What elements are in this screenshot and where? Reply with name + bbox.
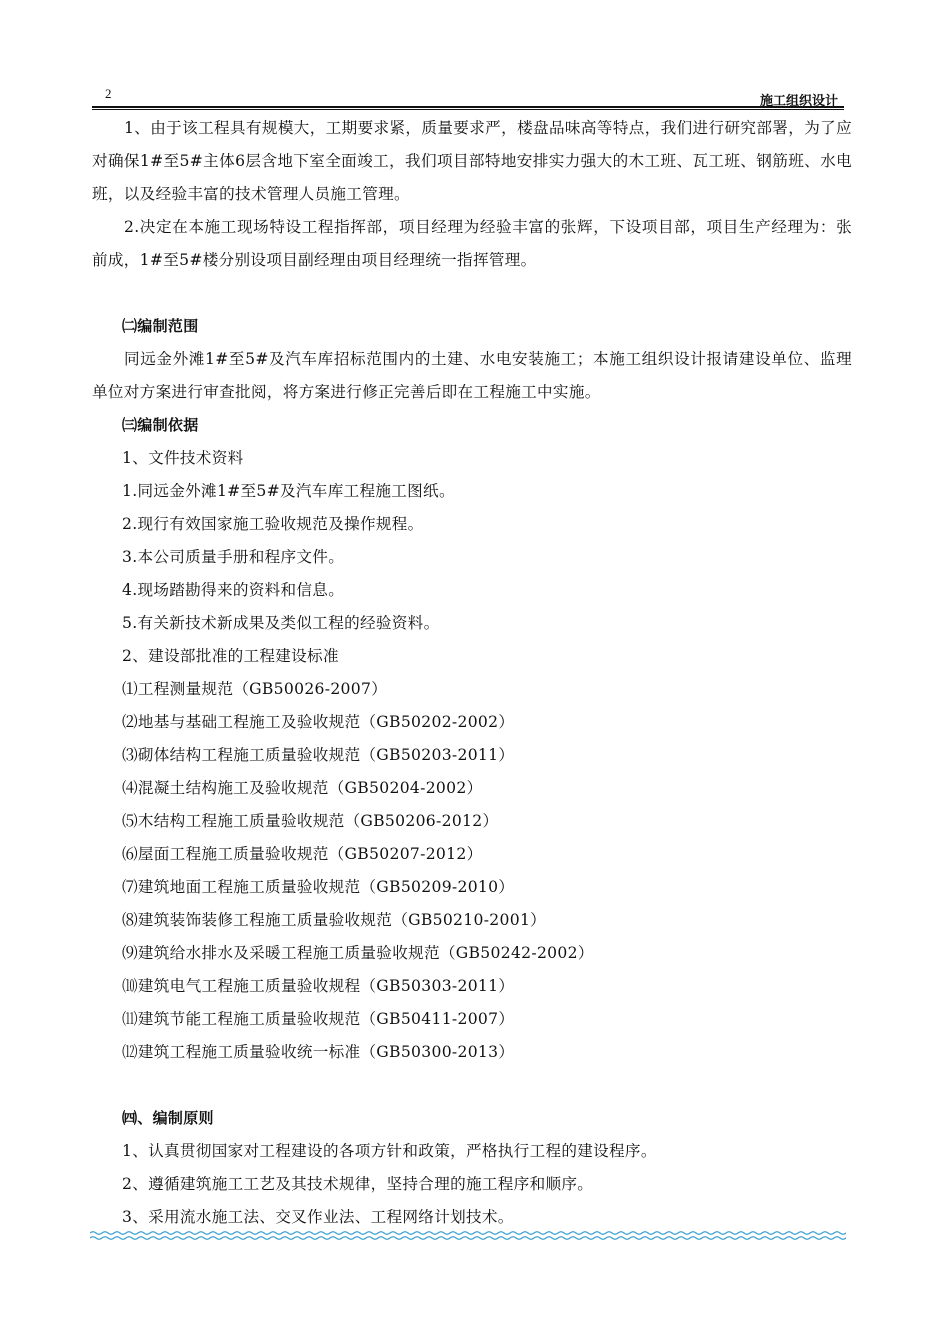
standard-item: ⑾建筑节能工程施工质量验收规范（GB50411-2007）	[122, 1010, 515, 1028]
footer-wave-border	[90, 1228, 846, 1244]
header-title: 施工组织设计	[759, 94, 838, 109]
scope-heading: ㈡编制范围	[122, 317, 199, 335]
doc-item: 1.同远金外滩1#至5#及汽车库工程施工图纸。	[122, 482, 455, 500]
standard-item: ⑵地基与基础工程施工及验收规范（GB50202-2002）	[122, 713, 515, 731]
basis-subheading-standards: 2、建设部批准的工程建设标准	[122, 647, 339, 665]
standard-item: ⑿建筑工程施工质量验收统一标准（GB50300-2013）	[122, 1043, 515, 1061]
page-header	[92, 86, 844, 110]
standard-item: ⑸木结构工程施工质量验收规范（GB50206-2012）	[122, 812, 499, 830]
page-number: 2	[105, 86, 112, 101]
doc-item: 5.有关新技术新成果及类似工程的经验资料。	[122, 614, 440, 632]
basis-subheading-docs: 1、文件技术资料	[122, 449, 244, 467]
doc-item: 3.本公司质量手册和程序文件。	[122, 548, 345, 566]
principles-heading: ㈣、编制原则	[122, 1109, 214, 1127]
principle-item: 1、认真贯彻国家对工程建设的各项方针和政策，严格执行工程的建设程序。	[122, 1142, 657, 1160]
header-rule-thin	[92, 109, 844, 110]
spacer	[92, 1069, 852, 1102]
scope-paragraph: 同远金外滩1#至5#及汽车库招标范围内的土建、水电安装施工；本施工组织设计报请建设单位、监理单位对方案进行审查批阅，将方案进行修正完善后即在工程施工中实施。	[92, 350, 852, 401]
standard-item: ⑺建筑地面工程施工质量验收规范（GB50209-2010）	[122, 878, 515, 896]
document-body	[92, 112, 852, 1234]
doc-item: 2.现行有效国家施工验收规范及操作规程。	[122, 515, 424, 533]
doc-item: 4.现场踏勘得来的资料和信息。	[122, 581, 345, 599]
intro-paragraph-1: 1、由于该工程具有规模大，工期要求紧，质量要求严，楼盘品味高等特点，我们进行研究部署，为了应对确保1#至5#主体6层含地下室全面竣工，我们项目部特地安排实力强大的木工班、瓦工班、钢筋班、水电班，以及经验丰富的技术管理人员施工管理。	[92, 119, 852, 203]
header-rule	[92, 106, 844, 108]
standard-item: ⑷混凝土结构施工及验收规范（GB50204-2002）	[122, 779, 483, 797]
principle-item: 3、采用流水施工法、交叉作业法、工程网络计划技术。	[122, 1208, 514, 1226]
spacer	[92, 277, 852, 310]
standard-item: ⑴工程测量规范（GB50026-2007）	[122, 680, 388, 698]
intro-paragraph-2: 2.决定在本施工现场特设工程指挥部，项目经理为经验丰富的张辉，下设项目部，项目生产经理为：张前成，1#至5#楼分别设项目副经理由项目经理统一指挥管理。	[92, 218, 852, 269]
standard-item: ⑼建筑给水排水及采暖工程施工质量验收规范（GB50242-2002）	[122, 944, 594, 962]
basis-heading: ㈢编制依据	[122, 416, 199, 434]
standard-item: ⑹屋面工程施工质量验收规范（GB50207-2012）	[122, 845, 483, 863]
principle-item: 2、遵循建筑施工工艺及其技术规律，坚持合理的施工程序和顺序。	[122, 1175, 594, 1193]
standard-item: ⑽建筑电气工程施工质量验收规程（GB50303-2011）	[122, 977, 515, 995]
standard-item: ⑻建筑装饰装修工程施工质量验收规范（GB50210-2001）	[122, 911, 547, 929]
standard-item: ⑶砌体结构工程施工质量验收规范（GB50203-2011）	[122, 746, 515, 764]
